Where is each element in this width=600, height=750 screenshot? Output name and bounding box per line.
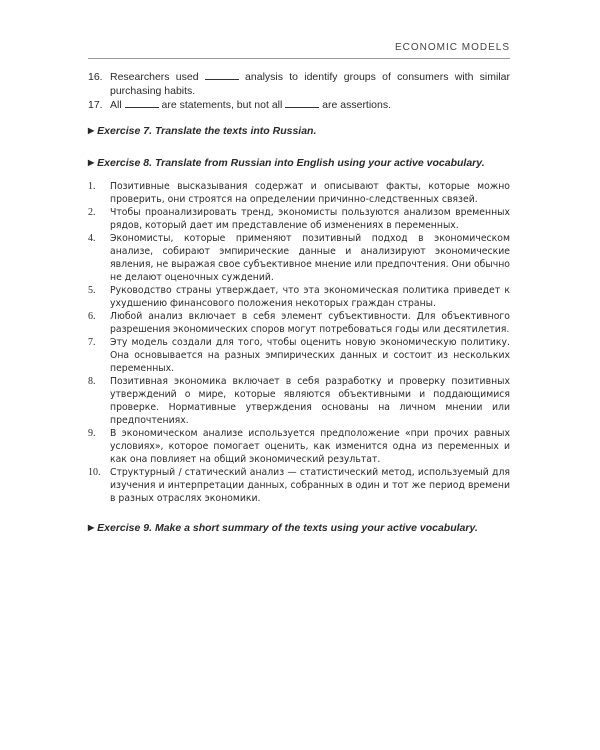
list-item: 9. В экономическом анализе используется предположение «при прочих равных условиях», которое помогает оценить, как изменится одна из переменных и как она повлияет на общий экономический результат. bbox=[88, 428, 510, 465]
russian-sentence-list bbox=[88, 180, 510, 505]
triangle-bullet-icon: ▶ bbox=[88, 126, 95, 135]
list-item: 7. Эту модель создали для того, чтобы оценить новую экономическую политику. Она основывается на разных эмпирических данных и состоит из нескольких переменных. bbox=[88, 337, 510, 374]
item-text: All are statements, but not all are assertions. bbox=[110, 99, 392, 111]
fill-blank bbox=[125, 98, 159, 108]
page-content bbox=[88, 70, 510, 535]
item-number: 16. bbox=[88, 71, 103, 83]
fill-blank bbox=[205, 70, 239, 80]
running-head: ECONOMIC MODELS bbox=[394, 42, 510, 53]
list-item: 5. Руководство страны утверждает, что эта экономическая политика приведет к ухудшению финансового положения некоторых граждан страны. bbox=[88, 285, 510, 309]
list-item: 2. Чтобы проанализировать тренд, экономисты пользуются анализом временных рядов, который дает им представление об изменениях в переменных. bbox=[88, 207, 510, 231]
triangle-bullet-icon: ▶ bbox=[88, 158, 95, 167]
list-item: 4. Экономисты, которые применяют позитивный подход в экономическом анализе, собирают эмпирические данные и анализируют экономические явления, не выражая свое субъективное мнение или предпочтения. Они обычно не делают оценочных суждений. bbox=[88, 233, 510, 283]
exercise-8-heading: ▶ Exercise 8. Translate from Russian into English using your active vocabulary. bbox=[88, 157, 485, 169]
english-item-16 bbox=[88, 70, 510, 98]
item-text: Researchers used analysis to identify groups of consumers with similar purchasing habits. bbox=[110, 71, 510, 97]
list-item: 8. Позитивная экономика включает в себя разработку и проверку позитивных утверждений о мире, которые являются объективными и поддающимися проверке. Нормативные утверждения основаны на личном мнении или предпочтениях. bbox=[88, 376, 510, 426]
english-item-17 bbox=[88, 98, 510, 112]
exercise-7-heading: ▶ Exercise 7. Translate the texts into Russian. bbox=[88, 125, 317, 137]
list-item: 6. Любой анализ включает в себя элемент субъективности. Для объективного разрешения экономических споров могут потребоваться годы или десятилетия. bbox=[88, 311, 510, 335]
item-number: 17. bbox=[88, 99, 103, 111]
list-item: 1. Позитивные высказывания содержат и описывают факты, которые можно проверить, они строятся на определении причинно-следственных связей. bbox=[88, 181, 510, 205]
header-rule bbox=[88, 58, 510, 59]
exercise-9-heading: ▶ Exercise 9. Make a short summary of the texts using your active vocabulary. bbox=[88, 522, 478, 534]
fill-blank bbox=[285, 98, 319, 108]
triangle-bullet-icon: ▶ bbox=[88, 523, 95, 532]
list-item: 10. Структурный / статический анализ — статистический метод, используемый для изучения и интерпретации данных, собранных в один и тот же период времени в разных отраслях экономики. bbox=[88, 467, 510, 504]
